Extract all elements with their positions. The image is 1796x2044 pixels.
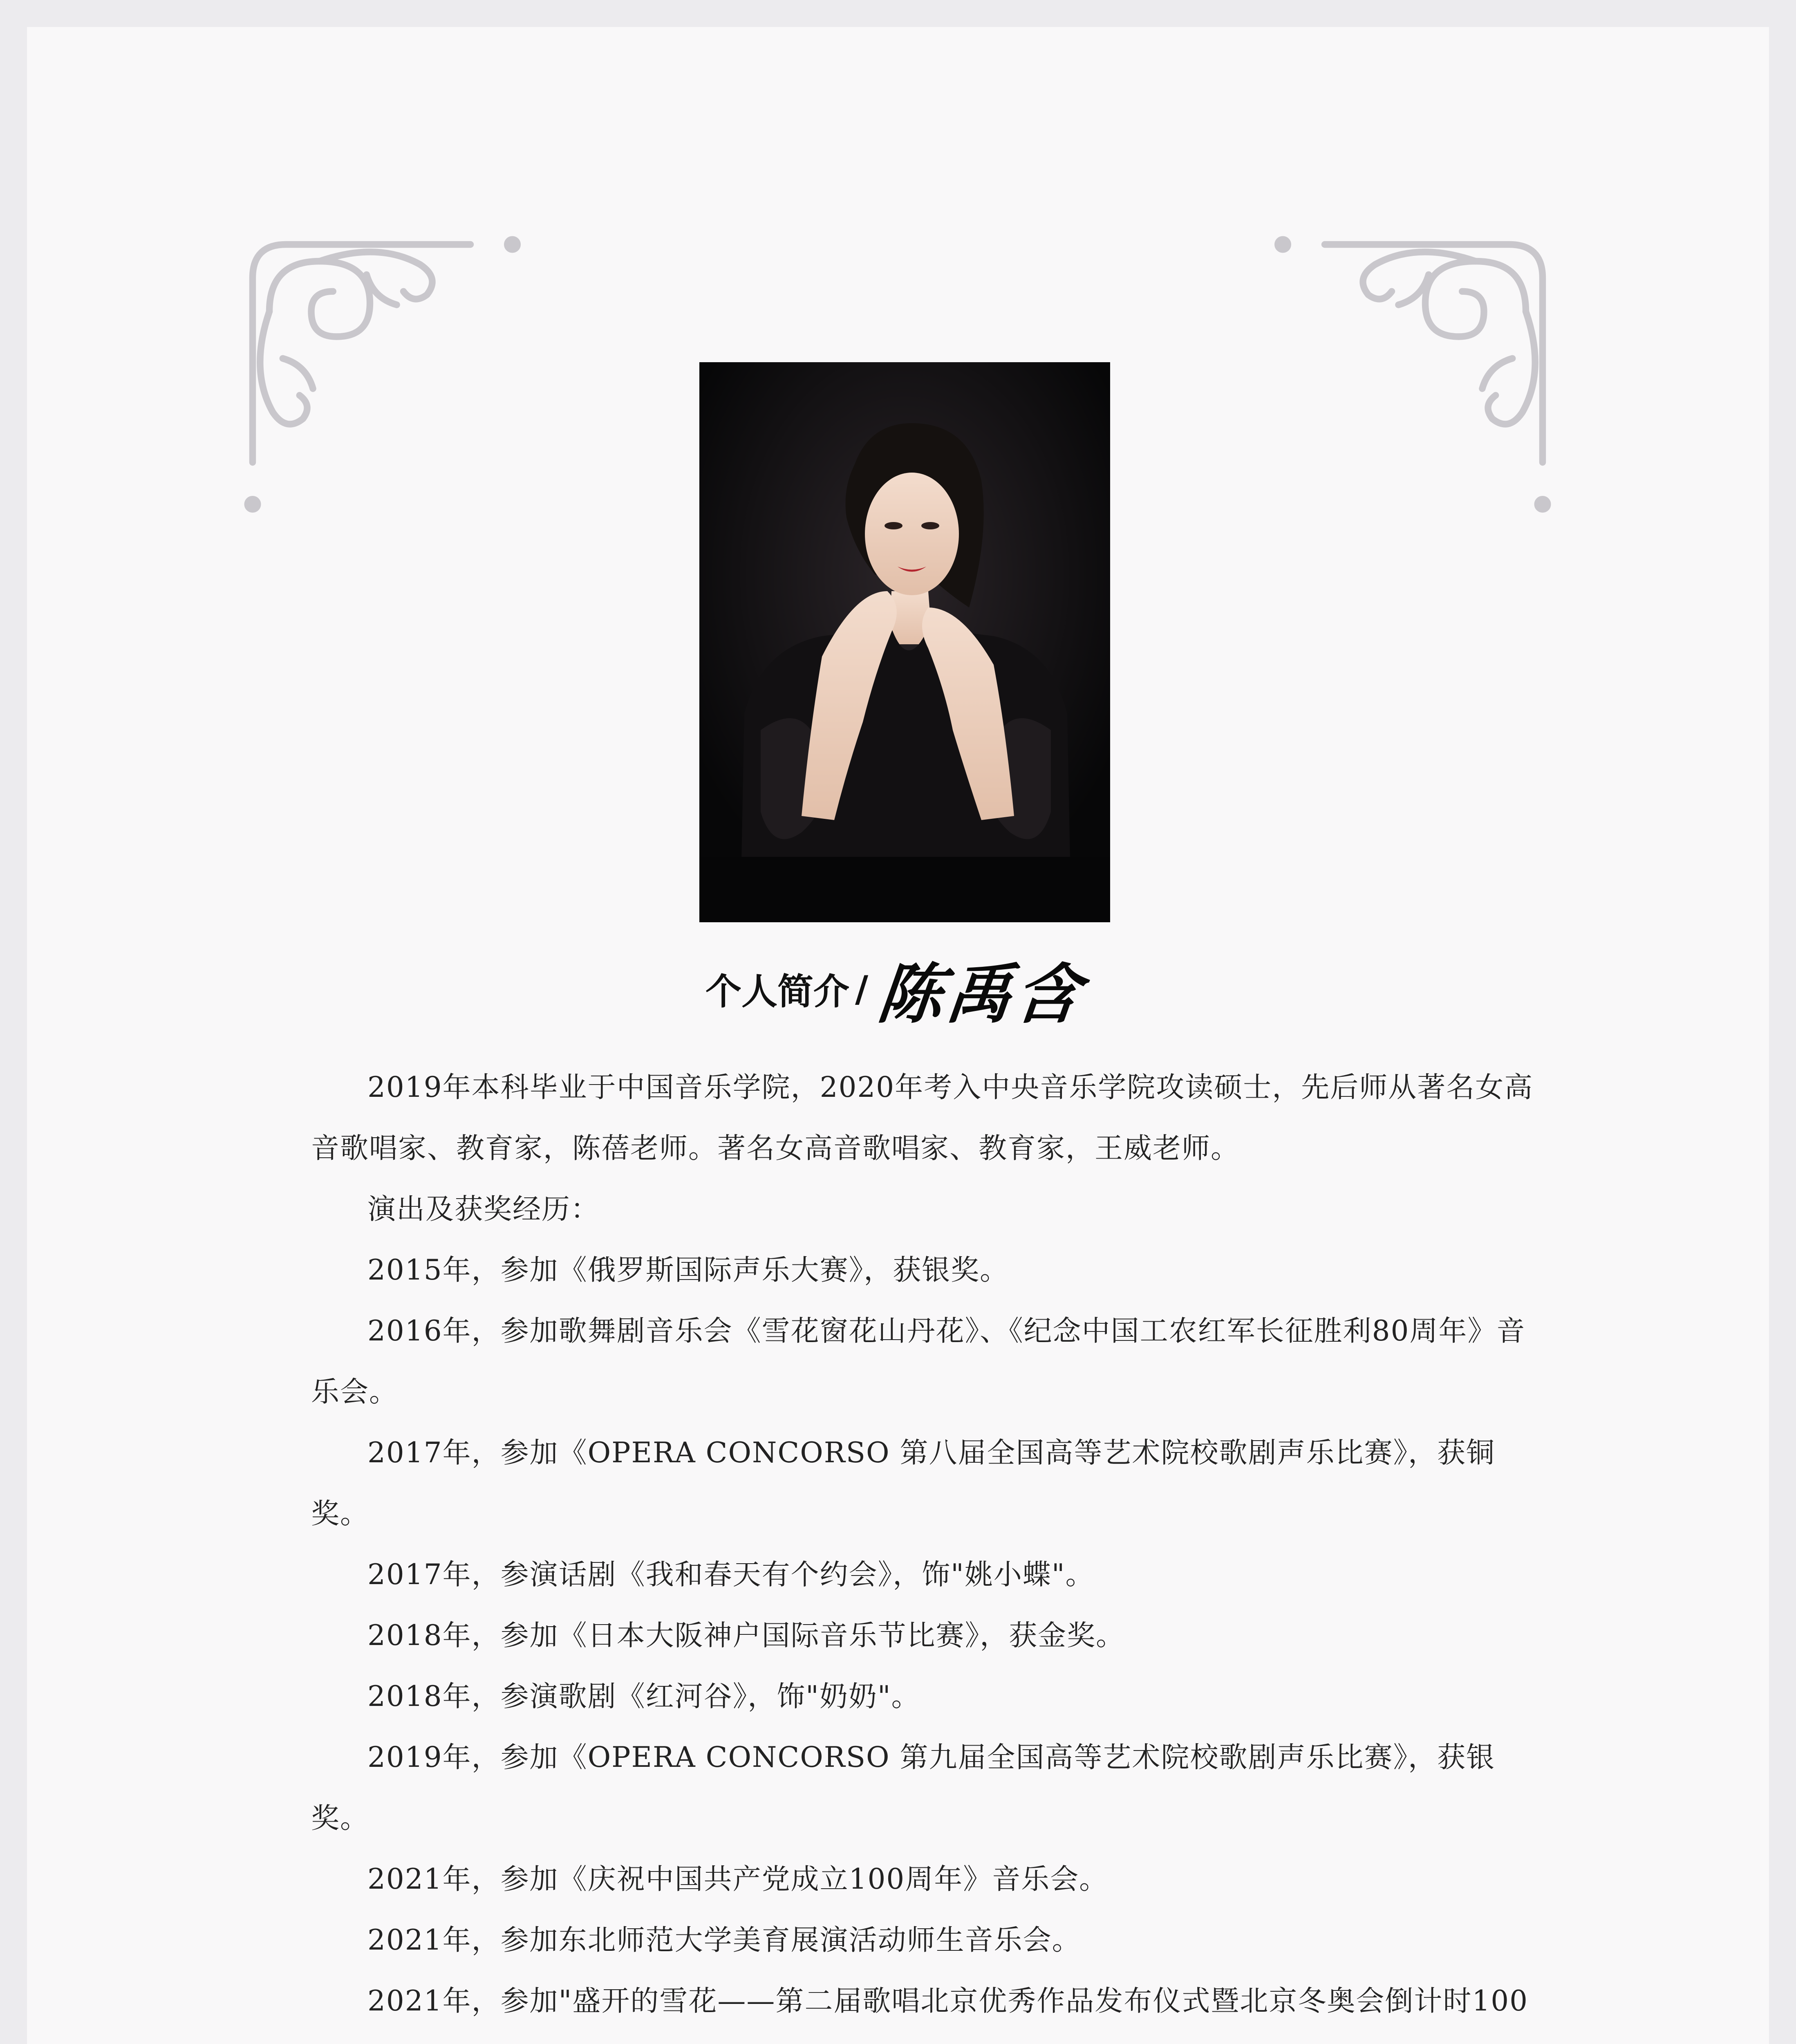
heading-label: 个人简介 — [705, 970, 850, 1013]
portrait-photo — [699, 362, 1110, 922]
bio-paragraph: 2017年，参加《OPERA CONCORSO 第八届全国高等艺术院校歌剧声乐比赛》，获铜奖。 — [311, 1437, 1495, 1530]
ornament-top-left-icon — [219, 211, 554, 546]
bio-paragraph: 2019年，参加《OPERA CONCORSO 第九届全国高等艺术院校歌剧声乐比赛》，获银奖。 — [311, 1741, 1495, 1835]
bio-text — [311, 1057, 1541, 2044]
bio-paragraph: 2021年，参加东北师范大学美育展演活动师生音乐会。 — [367, 1924, 1081, 1957]
bio-paragraph: 2017年，参演话剧《我和春天有个约会》，饰"姚小蝶"。 — [367, 1558, 1095, 1591]
page — [27, 27, 1769, 2044]
bio-paragraph: 2021年，参加《庆祝中国共产党成立100周年》音乐会。 — [367, 1863, 1109, 1896]
bio-paragraph: 2016年，参加歌舞剧音乐会《雪花窗花山丹花》、《纪念中国工农红军长征胜利80周年》音乐会。 — [311, 1315, 1526, 1408]
bio-paragraph: 2019年本科毕业于中国音乐学院，2020年考入中央音乐学院攻读硕士，先后师从著名女高音歌唱家、教育家，陈蓓老师。著名女高音歌唱家、教育家，王威老师。 — [311, 1071, 1534, 1165]
profile-heading — [705, 950, 1155, 1032]
heading-slash: / — [855, 968, 869, 1010]
person-name: 陈禹含 — [874, 956, 1088, 1032]
bio-paragraph: 2018年，参演歌剧《红河谷》，饰"奶奶"。 — [367, 1680, 920, 1713]
bio-paragraph: 2015年，参加《俄罗斯国际声乐大赛》，获银奖。 — [367, 1254, 1009, 1286]
ornament-top-right-icon — [1241, 211, 1576, 546]
bio-paragraph: 2018年，参加《日本大阪神户国际音乐节比赛》，获金奖。 — [367, 1619, 1125, 1652]
bio-paragraph: 演出及获奖经历： — [367, 1193, 600, 1226]
bio-paragraph: 2021年，参加"盛开的雪花——第二届歌唱北京优秀作品发布仪式暨北京冬奥会倒计时100 — [367, 1985, 1529, 2017]
